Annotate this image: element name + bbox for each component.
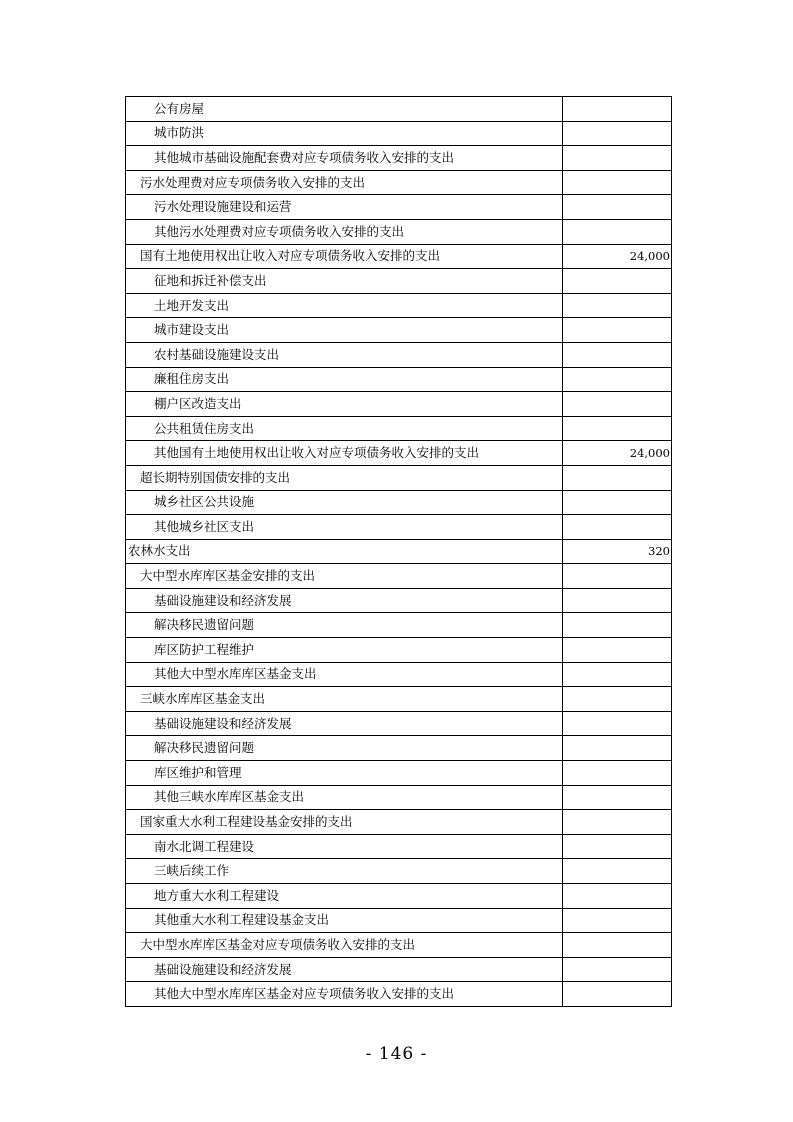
row-amount: [563, 613, 672, 638]
row-amount: [563, 318, 672, 343]
row-item-name: 国家重大水利工程建设基金安排的支出: [126, 810, 563, 835]
row-amount: [563, 957, 672, 982]
table-row: [126, 908, 672, 933]
table-row: [126, 342, 672, 367]
budget-expenditure-table: [125, 96, 672, 1007]
table-row: [126, 515, 672, 540]
table-row: [126, 170, 672, 195]
table-row: [126, 293, 672, 318]
row-item-name: 地方重大水利工程建设: [126, 884, 563, 909]
row-item-name: 其他大中型水库库区基金支出: [126, 662, 563, 687]
row-item-name: 国有土地使用权出让收入对应专项债务收入安排的支出: [126, 244, 563, 269]
row-item-name: 廉租住房支出: [126, 367, 563, 392]
table-row: [126, 662, 672, 687]
table-row: [126, 219, 672, 244]
row-item-name: 污水处理费对应专项债务收入安排的支出: [126, 170, 563, 195]
row-amount: [563, 884, 672, 909]
row-item-name: 基础设施建设和经济发展: [126, 957, 563, 982]
row-amount: [563, 416, 672, 441]
row-item-name: 三峡后续工作: [126, 859, 563, 884]
row-item-name: 解决移民遗留问题: [126, 736, 563, 761]
table-row: [126, 884, 672, 909]
row-item-name: 其他污水处理费对应专项债务收入安排的支出: [126, 219, 563, 244]
row-item-name: 其他国有土地使用权出让收入对应专项债务收入安排的支出: [126, 441, 563, 466]
row-item-name: 基础设施建设和经济发展: [126, 711, 563, 736]
table-row: [126, 933, 672, 958]
row-amount: [563, 810, 672, 835]
row-item-name: 其他三峡水库库区基金支出: [126, 785, 563, 810]
row-amount: [563, 465, 672, 490]
table-row: [126, 736, 672, 761]
row-item-name: 其他大中型水库库区基金对应专项债务收入安排的支出: [126, 982, 563, 1007]
row-amount: [563, 638, 672, 663]
row-item-name: 库区维护和管理: [126, 761, 563, 786]
row-amount: [563, 687, 672, 712]
row-item-name: 超长期特别国债安排的支出: [126, 465, 563, 490]
table-row: [126, 441, 672, 466]
row-amount: [563, 662, 672, 687]
row-item-name: 棚户区改造支出: [126, 392, 563, 417]
table-row: [126, 859, 672, 884]
table-row: [126, 957, 672, 982]
row-item-name: 农林水支出: [126, 539, 563, 564]
row-item-name: 城市防洪: [126, 121, 563, 146]
table-row: [126, 834, 672, 859]
row-item-name: 城市建设支出: [126, 318, 563, 343]
row-amount: [563, 736, 672, 761]
row-amount: [563, 564, 672, 589]
table-row: [126, 392, 672, 417]
row-item-name: 公共租赁住房支出: [126, 416, 563, 441]
table-row: [126, 638, 672, 663]
row-amount: [563, 982, 672, 1007]
row-amount: [563, 933, 672, 958]
row-amount: [563, 785, 672, 810]
row-amount: [563, 908, 672, 933]
row-amount: [563, 121, 672, 146]
table-row: [126, 490, 672, 515]
row-amount: [563, 392, 672, 417]
table-row: [126, 416, 672, 441]
page-number: - 146 -: [365, 1044, 428, 1064]
row-amount: [563, 834, 672, 859]
row-amount: [563, 219, 672, 244]
row-item-name: 其他城市基础设施配套费对应专项债务收入安排的支出: [126, 146, 563, 171]
table-row: [126, 121, 672, 146]
row-item-name: 大中型水库库区基金安排的支出: [126, 564, 563, 589]
row-amount: [563, 367, 672, 392]
table-row: [126, 539, 672, 564]
row-item-name: 解决移民遗留问题: [126, 613, 563, 638]
row-item-name: 污水处理设施建设和运营: [126, 195, 563, 220]
row-item-name: 其他重大水利工程建设基金支出: [126, 908, 563, 933]
row-item-name: 基础设施建设和经济发展: [126, 588, 563, 613]
row-amount: [563, 859, 672, 884]
table-row: [126, 465, 672, 490]
row-amount: [563, 146, 672, 171]
row-item-name: 库区防护工程维护: [126, 638, 563, 663]
table-row: [126, 269, 672, 294]
row-item-name: 征地和拆迁补偿支出: [126, 269, 563, 294]
table-row: [126, 613, 672, 638]
table-row: [126, 318, 672, 343]
table-row: [126, 564, 672, 589]
table-body: [126, 97, 672, 1007]
table-row: [126, 146, 672, 171]
row-item-name: 大中型水库库区基金对应专项债务收入安排的支出: [126, 933, 563, 958]
row-amount: [563, 711, 672, 736]
row-amount: 24,000: [563, 441, 672, 466]
row-amount: 24,000: [563, 244, 672, 269]
table-row: [126, 982, 672, 1007]
row-amount: [563, 342, 672, 367]
row-amount: [563, 269, 672, 294]
row-amount: [563, 515, 672, 540]
table-row: [126, 367, 672, 392]
row-amount: [563, 195, 672, 220]
row-item-name: 其他城乡社区支出: [126, 515, 563, 540]
table-row: [126, 97, 672, 122]
row-item-name: 公有房屋: [126, 97, 563, 122]
row-amount: [563, 490, 672, 515]
row-item-name: 土地开发支出: [126, 293, 563, 318]
table-row: [126, 687, 672, 712]
table-row: [126, 711, 672, 736]
row-item-name: 城乡社区公共设施: [126, 490, 563, 515]
row-amount: [563, 170, 672, 195]
table-row: [126, 761, 672, 786]
row-amount: [563, 293, 672, 318]
row-amount: [563, 588, 672, 613]
row-item-name: 南水北调工程建设: [126, 834, 563, 859]
table-row: [126, 785, 672, 810]
table-row: [126, 810, 672, 835]
row-item-name: 三峡水库库区基金支出: [126, 687, 563, 712]
row-amount: [563, 97, 672, 122]
row-item-name: 农村基础设施建设支出: [126, 342, 563, 367]
row-amount: [563, 761, 672, 786]
table-row: [126, 244, 672, 269]
row-amount: 320: [563, 539, 672, 564]
table-row: [126, 195, 672, 220]
table-row: [126, 588, 672, 613]
